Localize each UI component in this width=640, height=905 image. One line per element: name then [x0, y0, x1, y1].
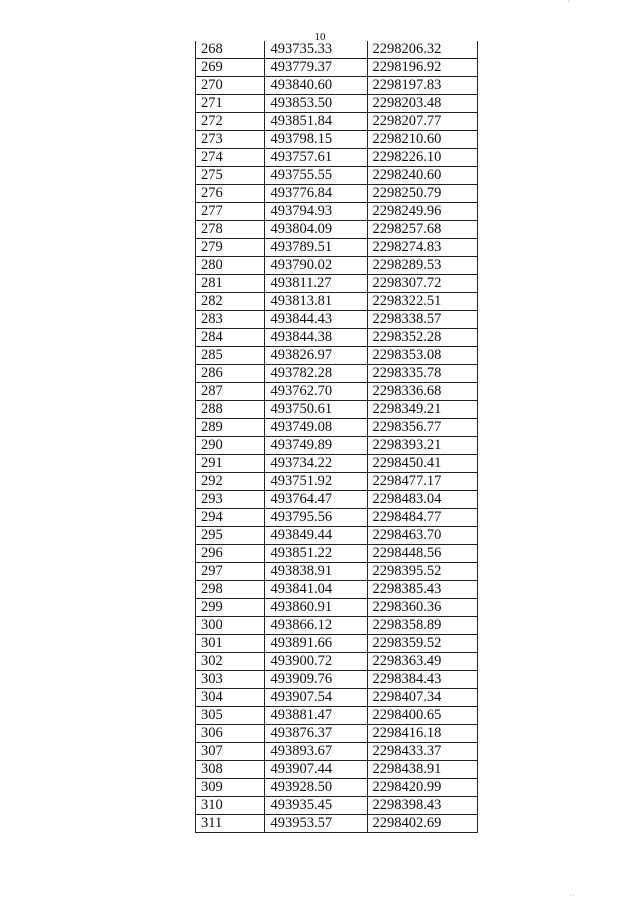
table-row: [196, 311, 478, 329]
y-coordinate-cell: 2298400.65: [367, 707, 478, 725]
table-row: [196, 599, 478, 617]
y-coordinate-cell: 2298363.49: [367, 653, 478, 671]
point-number-cell: 301: [196, 635, 265, 653]
point-number-cell: 270: [196, 77, 265, 95]
table-row: [196, 257, 478, 275]
y-coordinate-cell: 2298398.43: [367, 797, 478, 815]
x-coordinate-cell: 493779.37: [265, 59, 367, 77]
table-row: [196, 95, 478, 113]
table-row: [196, 635, 478, 653]
table-row: [196, 743, 478, 761]
table-row: [196, 275, 478, 293]
x-coordinate-cell: 493750.61: [265, 401, 367, 419]
point-number-cell: 282: [196, 293, 265, 311]
y-coordinate-cell: 2298335.78: [367, 365, 478, 383]
table-row: [196, 815, 478, 833]
table-row: [196, 581, 478, 599]
x-coordinate-cell: 493734.22: [265, 455, 367, 473]
x-coordinate-cell: 493851.22: [265, 545, 367, 563]
y-coordinate-cell: 2298359.52: [367, 635, 478, 653]
point-number-cell: 294: [196, 509, 265, 527]
y-coordinate-cell: 2298307.72: [367, 275, 478, 293]
x-coordinate-cell: 493782.28: [265, 365, 367, 383]
y-coordinate-cell: 2298395.52: [367, 563, 478, 581]
point-number-cell: 290: [196, 437, 265, 455]
x-coordinate-cell: 493735.33: [265, 41, 367, 59]
table-row: [196, 203, 478, 221]
y-coordinate-cell: 2298463.70: [367, 527, 478, 545]
scan-speck: ': [568, 0, 570, 6]
y-coordinate-cell: 2298349.21: [367, 401, 478, 419]
point-number-cell: 269: [196, 59, 265, 77]
table-row: [196, 509, 478, 527]
point-number-cell: 300: [196, 617, 265, 635]
x-coordinate-cell: 493893.67: [265, 743, 367, 761]
table-row: [196, 221, 478, 239]
x-coordinate-cell: 493844.38: [265, 329, 367, 347]
table-row: [196, 239, 478, 257]
table-row: [196, 473, 478, 491]
x-coordinate-cell: 493907.44: [265, 761, 367, 779]
point-number-cell: 268: [196, 41, 265, 59]
y-coordinate-cell: 2298250.79: [367, 185, 478, 203]
table-row: [196, 347, 478, 365]
point-number-cell: 284: [196, 329, 265, 347]
x-coordinate-cell: 493826.97: [265, 347, 367, 365]
table-row: [196, 41, 478, 59]
y-coordinate-cell: 2298438.91: [367, 761, 478, 779]
y-coordinate-cell: 2298420.99: [367, 779, 478, 797]
point-number-cell: 298: [196, 581, 265, 599]
x-coordinate-cell: 493749.08: [265, 419, 367, 437]
point-number-cell: 279: [196, 239, 265, 257]
x-coordinate-cell: 493935.45: [265, 797, 367, 815]
point-number-cell: 307: [196, 743, 265, 761]
x-coordinate-cell: 493881.47: [265, 707, 367, 725]
x-coordinate-cell: 493840.60: [265, 77, 367, 95]
point-number-cell: 275: [196, 167, 265, 185]
table-row: [196, 689, 478, 707]
y-coordinate-cell: 2298433.37: [367, 743, 478, 761]
point-number-cell: 273: [196, 131, 265, 149]
x-coordinate-cell: 493841.04: [265, 581, 367, 599]
coordinate-table: [195, 41, 478, 833]
point-number-cell: 285: [196, 347, 265, 365]
y-coordinate-cell: 2298484.77: [367, 509, 478, 527]
y-coordinate-cell: 2298402.69: [367, 815, 478, 833]
table-row: [196, 167, 478, 185]
table-row: [196, 797, 478, 815]
x-coordinate-cell: 493849.44: [265, 527, 367, 545]
y-coordinate-cell: 2298385.43: [367, 581, 478, 599]
point-number-cell: 288: [196, 401, 265, 419]
point-number-cell: 309: [196, 779, 265, 797]
y-coordinate-cell: 2298206.32: [367, 41, 478, 59]
table-row: [196, 563, 478, 581]
x-coordinate-cell: 493853.50: [265, 95, 367, 113]
table-row: [196, 671, 478, 689]
y-coordinate-cell: 2298407.34: [367, 689, 478, 707]
point-number-cell: 292: [196, 473, 265, 491]
x-coordinate-cell: 493813.81: [265, 293, 367, 311]
point-number-cell: 308: [196, 761, 265, 779]
table-row: [196, 131, 478, 149]
table-row: [196, 617, 478, 635]
point-number-cell: 281: [196, 275, 265, 293]
y-coordinate-cell: 2298257.68: [367, 221, 478, 239]
x-coordinate-cell: 493795.56: [265, 509, 367, 527]
point-number-cell: 299: [196, 599, 265, 617]
x-coordinate-cell: 493757.61: [265, 149, 367, 167]
y-coordinate-cell: 2298353.08: [367, 347, 478, 365]
y-coordinate-cell: 2298249.96: [367, 203, 478, 221]
y-coordinate-cell: 2298197.83: [367, 77, 478, 95]
table-row: [196, 653, 478, 671]
x-coordinate-cell: 493953.57: [265, 815, 367, 833]
x-coordinate-cell: 493762.70: [265, 383, 367, 401]
point-number-cell: 276: [196, 185, 265, 203]
y-coordinate-cell: 2298393.21: [367, 437, 478, 455]
y-coordinate-cell: 2298384.43: [367, 671, 478, 689]
x-coordinate-cell: 493798.15: [265, 131, 367, 149]
y-coordinate-cell: 2298207.77: [367, 113, 478, 131]
point-number-cell: 277: [196, 203, 265, 221]
table-row: [196, 59, 478, 77]
y-coordinate-cell: 2298203.48: [367, 95, 478, 113]
table-row: [196, 185, 478, 203]
x-coordinate-cell: 493751.92: [265, 473, 367, 491]
point-number-cell: 306: [196, 725, 265, 743]
point-number-cell: 296: [196, 545, 265, 563]
coordinate-table-body: [196, 41, 478, 833]
x-coordinate-cell: 493891.66: [265, 635, 367, 653]
y-coordinate-cell: 2298360.36: [367, 599, 478, 617]
y-coordinate-cell: 2298483.04: [367, 491, 478, 509]
x-coordinate-cell: 493789.51: [265, 239, 367, 257]
x-coordinate-cell: 493876.37: [265, 725, 367, 743]
x-coordinate-cell: 493776.84: [265, 185, 367, 203]
page-number: 10: [314, 31, 326, 43]
point-number-cell: 283: [196, 311, 265, 329]
table-row: [196, 779, 478, 797]
x-coordinate-cell: 493907.54: [265, 689, 367, 707]
y-coordinate-cell: 2298322.51: [367, 293, 478, 311]
x-coordinate-cell: 493804.09: [265, 221, 367, 239]
table-row: [196, 77, 478, 95]
y-coordinate-cell: 2298210.60: [367, 131, 478, 149]
point-number-cell: 289: [196, 419, 265, 437]
table-row: [196, 761, 478, 779]
y-coordinate-cell: 2298274.83: [367, 239, 478, 257]
y-coordinate-cell: 2298352.28: [367, 329, 478, 347]
y-coordinate-cell: 2298226.10: [367, 149, 478, 167]
table-row: [196, 329, 478, 347]
point-number-cell: 271: [196, 95, 265, 113]
point-number-cell: 310: [196, 797, 265, 815]
x-coordinate-cell: 493790.02: [265, 257, 367, 275]
table-row: [196, 491, 478, 509]
point-number-cell: 295: [196, 527, 265, 545]
x-coordinate-cell: 493928.50: [265, 779, 367, 797]
y-coordinate-cell: 2298477.17: [367, 473, 478, 491]
y-coordinate-cell: 2298338.57: [367, 311, 478, 329]
point-number-cell: 305: [196, 707, 265, 725]
table-row: [196, 707, 478, 725]
y-coordinate-cell: 2298356.77: [367, 419, 478, 437]
x-coordinate-cell: 493844.43: [265, 311, 367, 329]
point-number-cell: 291: [196, 455, 265, 473]
table-row: [196, 401, 478, 419]
y-coordinate-cell: 2298196.92: [367, 59, 478, 77]
point-number-cell: 272: [196, 113, 265, 131]
point-number-cell: 311: [196, 815, 265, 833]
point-number-cell: 297: [196, 563, 265, 581]
x-coordinate-cell: 493860.91: [265, 599, 367, 617]
point-number-cell: 278: [196, 221, 265, 239]
x-coordinate-cell: 493909.76: [265, 671, 367, 689]
x-coordinate-cell: 493764.47: [265, 491, 367, 509]
y-coordinate-cell: 2298289.53: [367, 257, 478, 275]
table-row: [196, 383, 478, 401]
y-coordinate-cell: 2298416.18: [367, 725, 478, 743]
point-number-cell: 293: [196, 491, 265, 509]
table-row: [196, 437, 478, 455]
x-coordinate-cell: 493866.12: [265, 617, 367, 635]
x-coordinate-cell: 493838.91: [265, 563, 367, 581]
x-coordinate-cell: 493811.27: [265, 275, 367, 293]
table-row: [196, 545, 478, 563]
table-row: [196, 419, 478, 437]
table-row: [196, 455, 478, 473]
y-coordinate-cell: 2298240.60: [367, 167, 478, 185]
point-number-cell: 303: [196, 671, 265, 689]
y-coordinate-cell: 2298450.41: [367, 455, 478, 473]
point-number-cell: 304: [196, 689, 265, 707]
x-coordinate-cell: 493900.72: [265, 653, 367, 671]
point-number-cell: 286: [196, 365, 265, 383]
y-coordinate-cell: 2298448.56: [367, 545, 478, 563]
table-row: [196, 725, 478, 743]
x-coordinate-cell: 493794.93: [265, 203, 367, 221]
table-row: [196, 113, 478, 131]
table-row: [196, 293, 478, 311]
table-row: [196, 149, 478, 167]
x-coordinate-cell: 493755.55: [265, 167, 367, 185]
scan-speck: ' ': [570, 895, 574, 901]
y-coordinate-cell: 2298358.89: [367, 617, 478, 635]
x-coordinate-cell: 493749.89: [265, 437, 367, 455]
x-coordinate-cell: 493851.84: [265, 113, 367, 131]
point-number-cell: 287: [196, 383, 265, 401]
table-row: [196, 365, 478, 383]
point-number-cell: 302: [196, 653, 265, 671]
point-number-cell: 274: [196, 149, 265, 167]
y-coordinate-cell: 2298336.68: [367, 383, 478, 401]
point-number-cell: 280: [196, 257, 265, 275]
table-row: [196, 527, 478, 545]
